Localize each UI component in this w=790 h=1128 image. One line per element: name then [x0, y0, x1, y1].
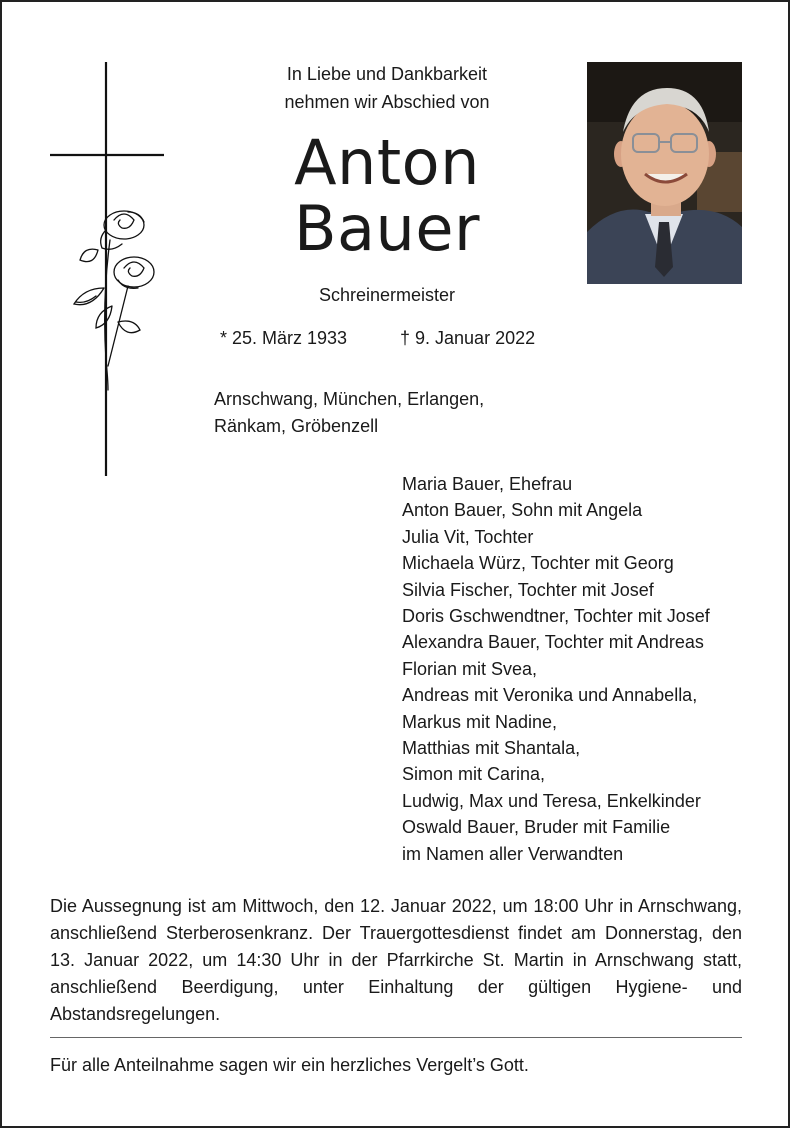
- mourner-entry: Maria Bauer, Ehefrau: [402, 474, 573, 494]
- divider: [50, 1037, 742, 1038]
- places-line-2: Ränkam, Gröbenzell: [214, 416, 379, 436]
- mourner-entry: Julia Vit, Tochter: [402, 526, 534, 547]
- mourner-entry: Silvia Fischer, Tochter mit Josef: [402, 579, 654, 600]
- birth-date: * 25. März 1933: [220, 328, 348, 348]
- last-name: Bauer: [294, 192, 480, 265]
- mourner-entry: Oswald Bauer, Bruder mit Familie: [402, 817, 671, 838]
- mourner-entry: Alexandra Bauer, Tochter mit Andreas: [402, 632, 704, 653]
- funeral-service-info: Die Aussegnung ist am Mittwoch, den 12. Januar 2022, um 18:00 Uhr in Arnschwang, anschließend Sterberosenkranz. Der Trauergottesdienst findet am Donnerstag, den 13. Januar 2022, um 14:30 Uhr in der Pfarrkirche St. Martin in Arnschwang statt, anschließend Beerdigung, unter Einhaltung der gültigen Hygiene- und Abstandsregelungen.: [50, 896, 742, 1024]
- places-line-1: Arnschwang, München, Erlangen,: [214, 389, 485, 409]
- mourner-entry: Andreas mit Veronika und Annabella,: [402, 685, 698, 706]
- mourners-list: [402, 471, 710, 867]
- deceased-name: [232, 126, 542, 265]
- intro-line-2: nehmen wir Abschied von: [284, 92, 490, 112]
- intro-text: [232, 60, 542, 116]
- intro-line-1: In Liebe und Dankbarkeit: [286, 64, 488, 84]
- mourner-entry: Ludwig, Max und Teresa, Enkelkinder: [402, 790, 701, 811]
- thanks-text: Für alle Anteilnahme sagen wir ein herzliches Vergelt’s Gott.: [50, 1055, 529, 1075]
- mourner-entry: Anton Bauer, Sohn mit Angela: [402, 500, 643, 521]
- mourner-entry: Doris Gschwendtner, Tochter mit Josef: [402, 606, 710, 627]
- portrait-image: [587, 62, 742, 284]
- first-name: Anton: [294, 126, 480, 199]
- mourner-entry: Matthias mit Shantala,: [402, 738, 581, 759]
- places-list: [214, 386, 484, 440]
- mourner-entry: im Namen aller Verwandten: [402, 843, 624, 864]
- mourner-entry: Simon mit Carina,: [402, 764, 546, 785]
- mourner-entry: Michaela Würz, Tochter mit Georg: [402, 553, 674, 574]
- cross-with-rose-icon: [48, 60, 168, 480]
- mourner-entry: Markus mit Nadine,: [402, 711, 558, 732]
- death-date: † 9. Januar 2022: [400, 328, 536, 348]
- occupation: Schreinermeister: [318, 285, 456, 305]
- portrait-photo: [587, 62, 742, 284]
- mourner-entry: Florian mit Svea,: [402, 658, 538, 679]
